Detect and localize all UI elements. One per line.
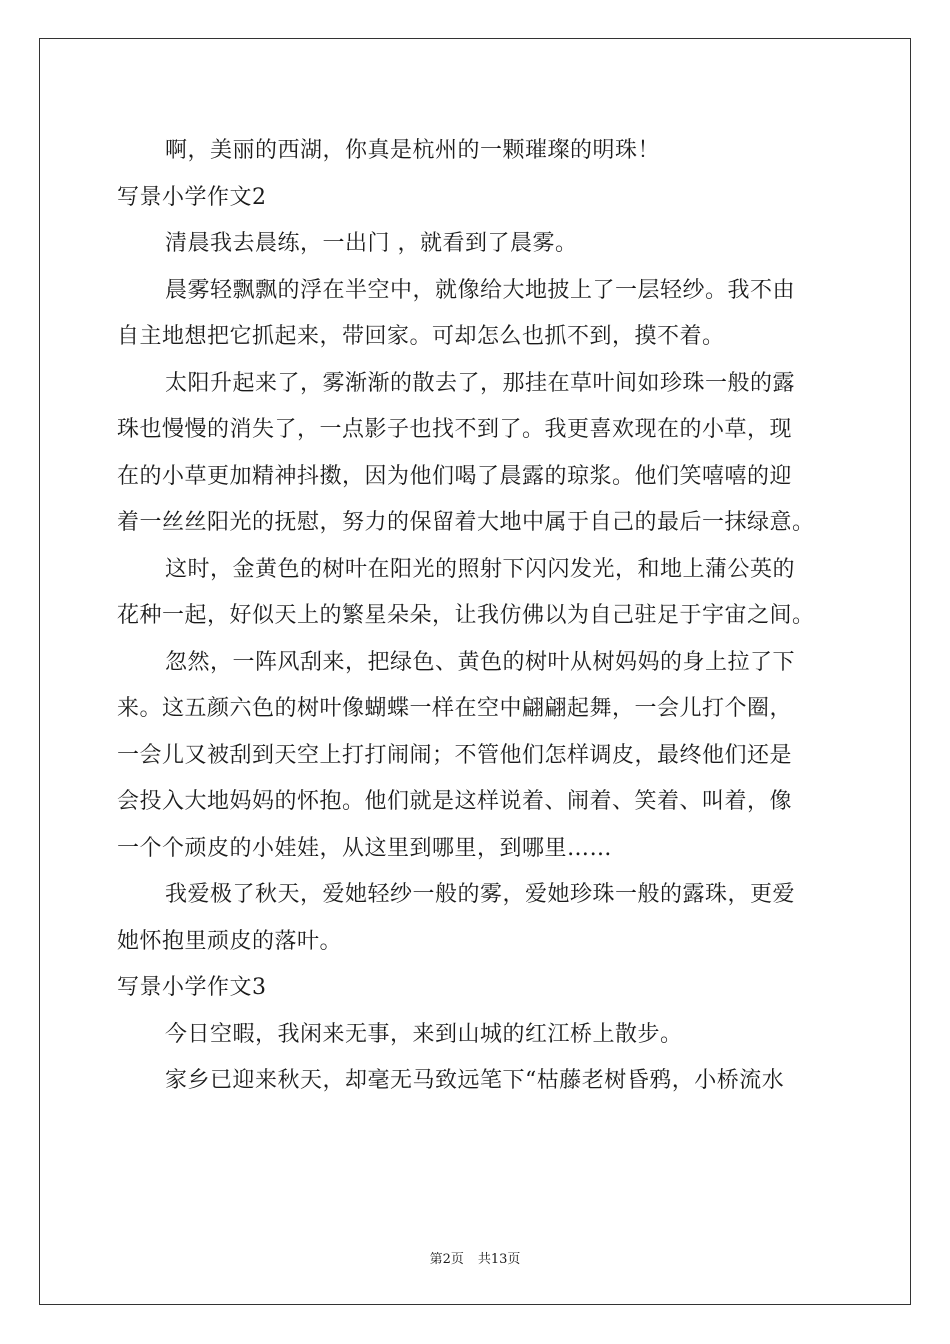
paragraph-line: 忽然，一阵风刮来，把绿色、黄色的树叶从树妈妈的身上拉了下 — [165, 649, 796, 675]
paragraph-line: 花种一起，好似天上的繁星朵朵，让我仿佛以为自己驻足于宇宙之间。 — [117, 603, 815, 628]
document-body — [117, 128, 833, 1105]
paragraph-line: 一个个顽皮的小娃娃，从这里到哪里，到哪里…… — [117, 835, 613, 861]
paragraph-line: 她怀抱里顽皮的落叶。 — [117, 928, 343, 954]
paragraph-line: 晨雾轻飘飘的浮在半空中，就像给大地披上了一层轻纱。我不由 — [165, 277, 796, 303]
page-footer — [0, 1248, 950, 1267]
page-number: 第2页 — [429, 1252, 464, 1267]
paragraph-line: 啊，美丽的西湖，你真是杭州的一颗璀璨的明珠！ — [165, 138, 661, 163]
paragraph-line: 今日空暇，我闲来无事，来到山城的红江桥上散步。 — [165, 1021, 683, 1047]
paragraph-line: 这时，金黄色的树叶在阳光的照射下闪闪发光，和地上蒲公英的 — [165, 556, 796, 582]
paragraph-line: 我爱极了秋天，爱她轻纱一般的雾，爱她珍珠一般的露珠，更爱 — [165, 882, 796, 907]
section-heading: 写景小学作文3 — [117, 975, 267, 1000]
section-heading: 写景小学作文2 — [117, 184, 267, 210]
paragraph-line: 来。这五颜六色的树叶像蝴蝶一样在空中翩翩起舞，一会儿打个圈， — [117, 696, 793, 721]
paragraph-line: 会投入大地妈妈的怀抱。他们就是这样说着、闹着、笑着、叫着，像 — [117, 789, 793, 814]
paragraph-line: 清晨我去晨练，一出门 ，就看到了晨雾。 — [165, 231, 578, 256]
page-total: 共13页 — [477, 1252, 521, 1267]
paragraph-line: 家乡已迎来秋天，却毫无马致远笔下“枯藤老树昏鸦，小桥流水 — [165, 1068, 785, 1093]
paragraph-line: 珠也慢慢的消失了，一点影子也找不到了。我更喜欢现在的小草，现 — [117, 417, 793, 442]
paragraph-line: 自主地想把它抓起来，带回家。可却怎么也抓不到，摸不着。 — [117, 324, 725, 349]
paragraph-line: 一会儿又被刮到天空上打打闹闹；不管他们怎样调皮，最终他们还是 — [117, 742, 793, 768]
paragraph-line: 着一丝丝阳光的抚慰，努力的保留着大地中属于自己的最后一抹绿意。 — [117, 510, 815, 535]
paragraph-line: 在的小草更加精神抖擞，因为他们喝了晨露的琼浆。他们笑嘻嘻的迎 — [117, 463, 793, 489]
paragraph-line: 太阳升起来了，雾渐渐的散去了，那挂在草叶间如珍珠一般的露 — [165, 370, 796, 396]
